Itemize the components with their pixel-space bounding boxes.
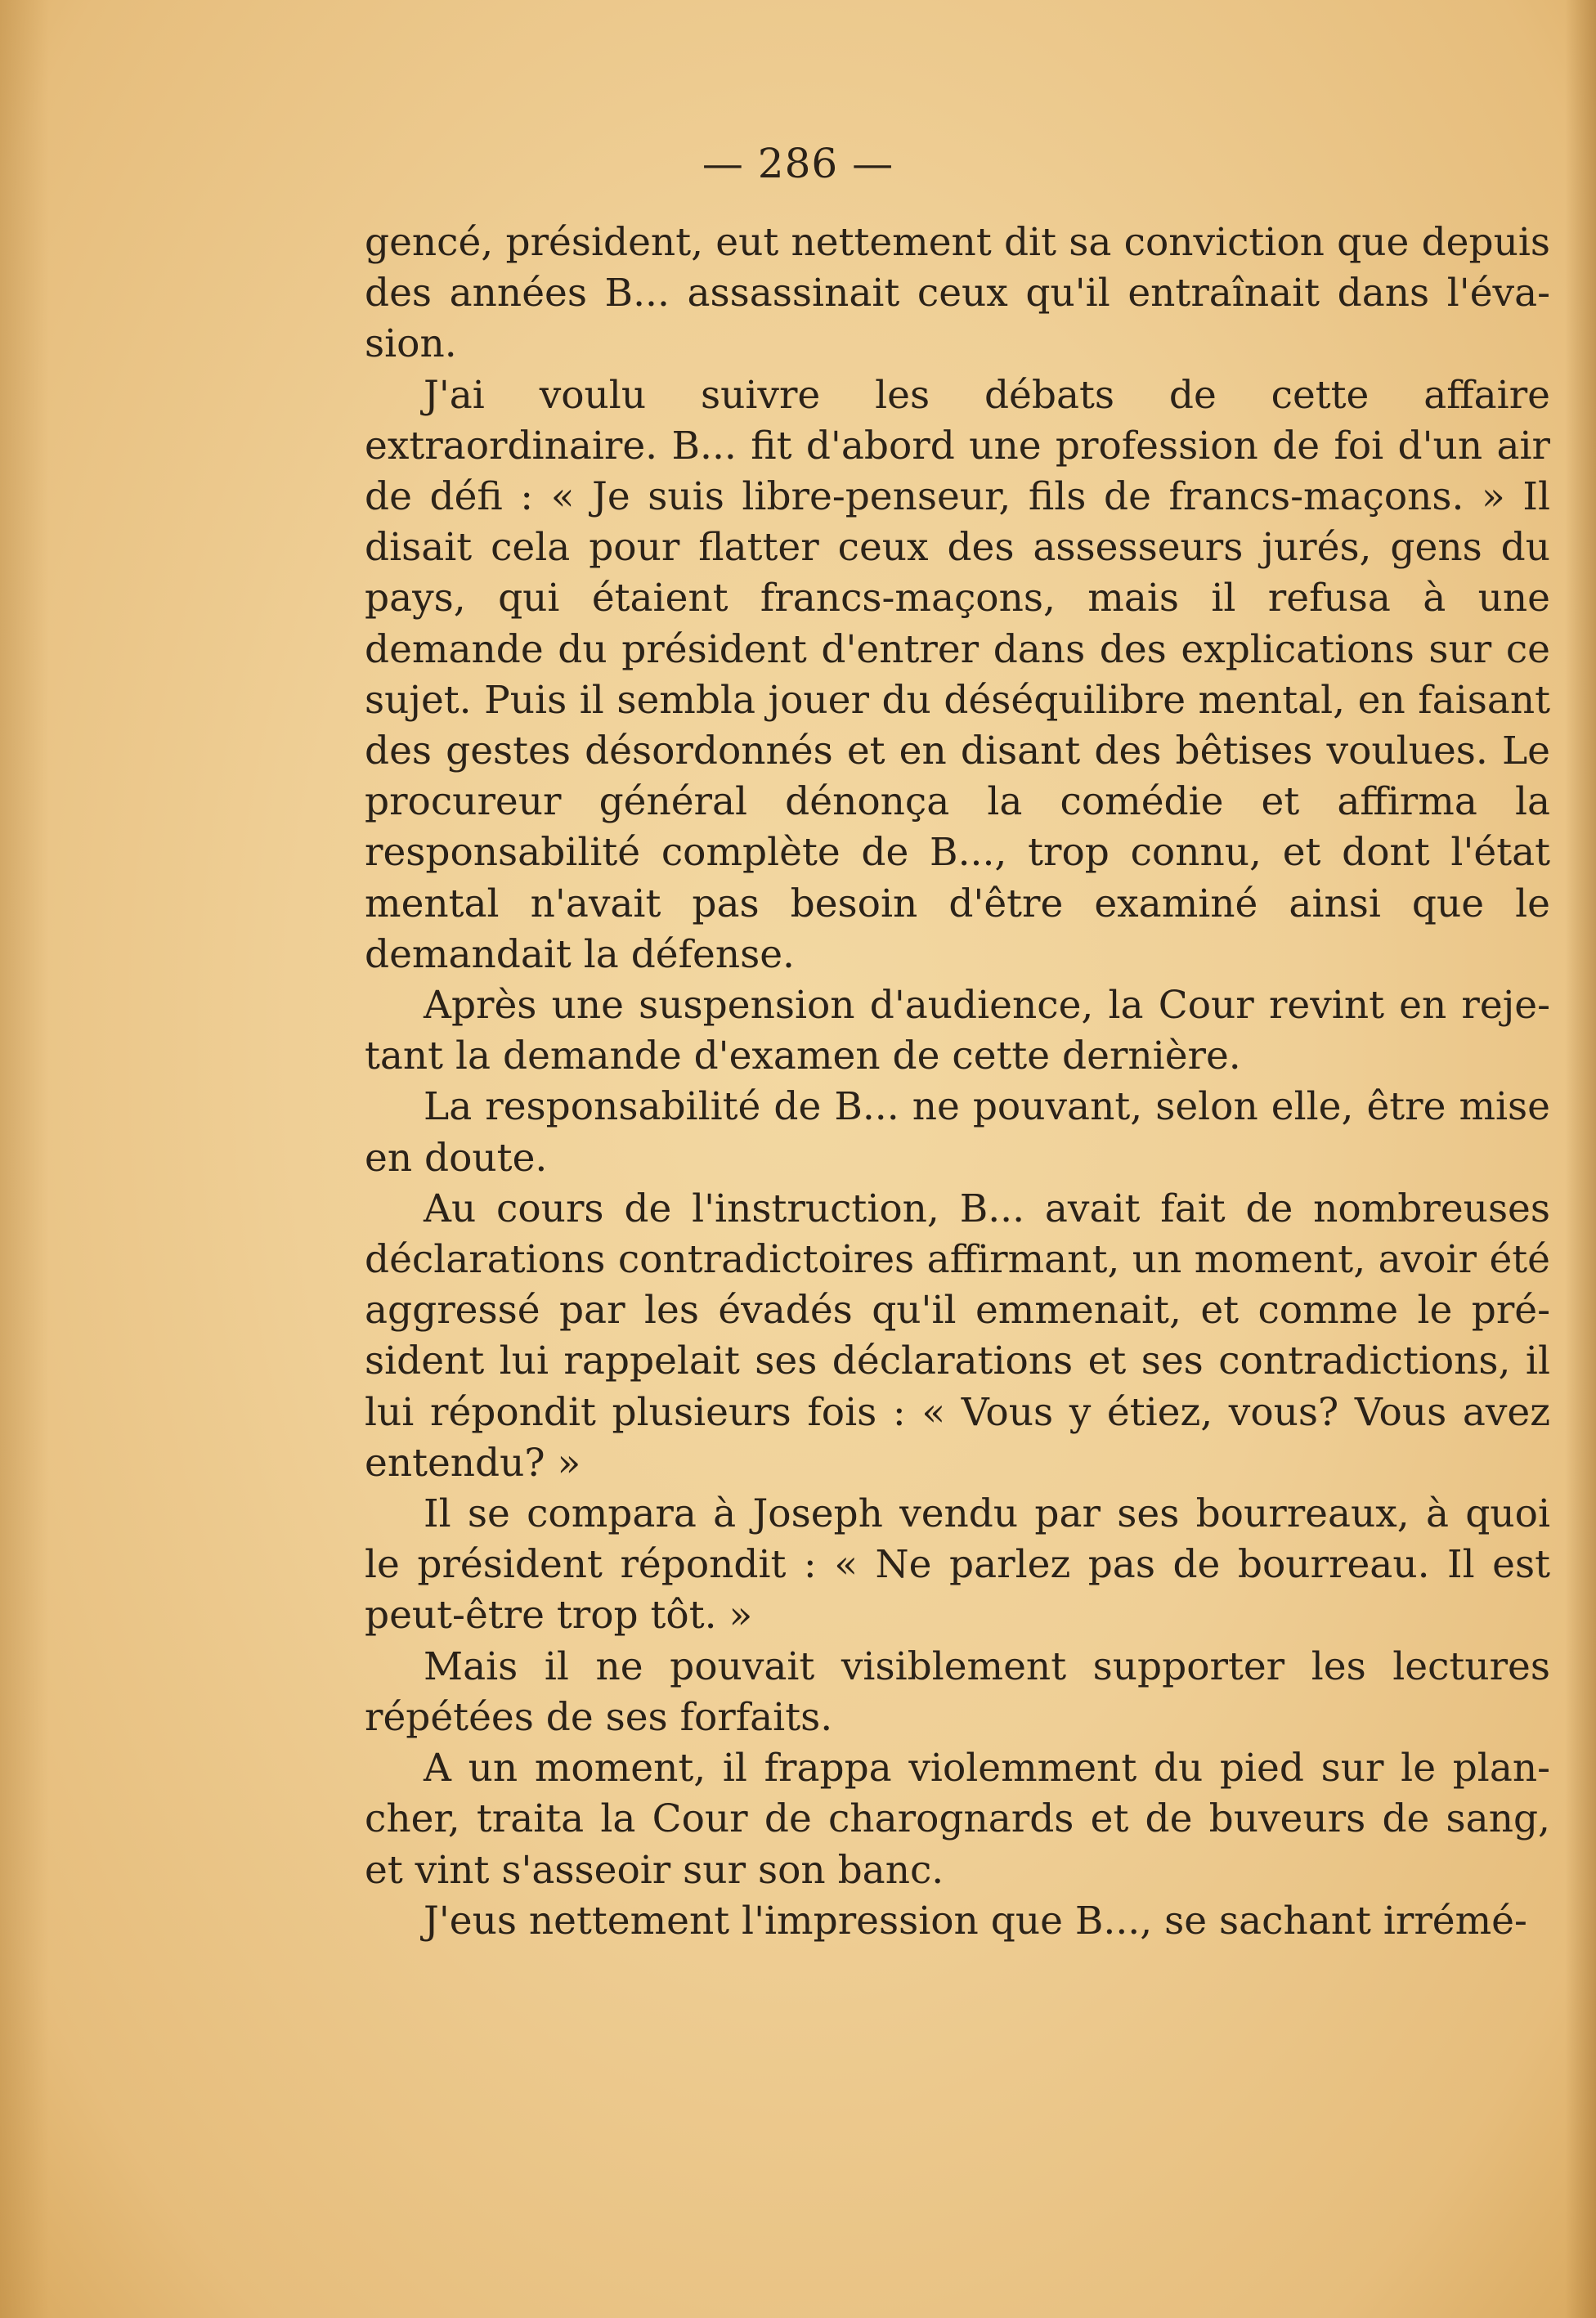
page-number: — 286 — — [702, 140, 894, 187]
paragraph-1: gencé, président, eut nettement dit sa conviction que depuis des années B... assassinait ceux qu'il entraînait dans l'évasion. — [365, 220, 1550, 367]
body-text — [365, 217, 1550, 1947]
paragraph-5: Au cours de l'instruction, B... avait fait de nombreuses déclarations contradictoires affirmant, un moment, avoir été aggressé par les évadés qu'il emmenait, et comme le président lui rappelait ses déclarations et ses contradictions, il lui répondit plusieurs fois : « Vous y étiez, vous? Vous avez entendu? » — [365, 1186, 1550, 1486]
paragraph-7: Mais il ne pouvait visiblement supporter les lectures répétées de ses forfaits. — [365, 1643, 1550, 1740]
paragraph-2: J'ai voulu suivre les débats de cette affaire extraordinaire. B... fit d'abord une profession de foi d'un air de défi : « Je suis libre-penseur, fils de francs-maçons. » Il disait cela pour flatter ceux des assesseurs jurés, gens du pays, qui étaient francs-maçons, mais il refusa à une demande du président d'entrer dans des explications sur ce sujet. Puis il sembla jouer du déséquilibre mental, en faisant des gestes désordonnés et en disant des bêtises voulues. Le procureur général dénonça la comédie et affirma la responsabilité complète de B..., trop connu, et dont l'état mental n'avait pas besoin d'être examiné ainsi que le demandait la défense. — [365, 372, 1550, 977]
page-shadow-left — [0, 0, 49, 2318]
paragraph-8: A un moment, il frappa violemment du pied sur le plancher, traita la Cour de charognards et de buveurs de sang, et vint s'asseoir sur son banc. — [365, 1746, 1550, 1893]
page-shadow-right — [1565, 0, 1596, 2318]
paragraph-9: J'eus nettement l'impression que B..., se sachant irrémé- — [424, 1898, 1527, 1944]
paragraph-4: La responsabilité de B... ne pouvant, selon elle, être mise en doute. — [365, 1084, 1550, 1181]
paragraph-6: Il se compara à Joseph vendu par ses bourreaux, à quoi le président répondit : « Ne parlez pas de bourreau. Il est peut-être trop tôt. » — [365, 1491, 1550, 1639]
paragraph-3: Après une suspension d'audience, la Cour revint en rejetant la demande d'examen de cette dernière. — [365, 983, 1550, 1079]
